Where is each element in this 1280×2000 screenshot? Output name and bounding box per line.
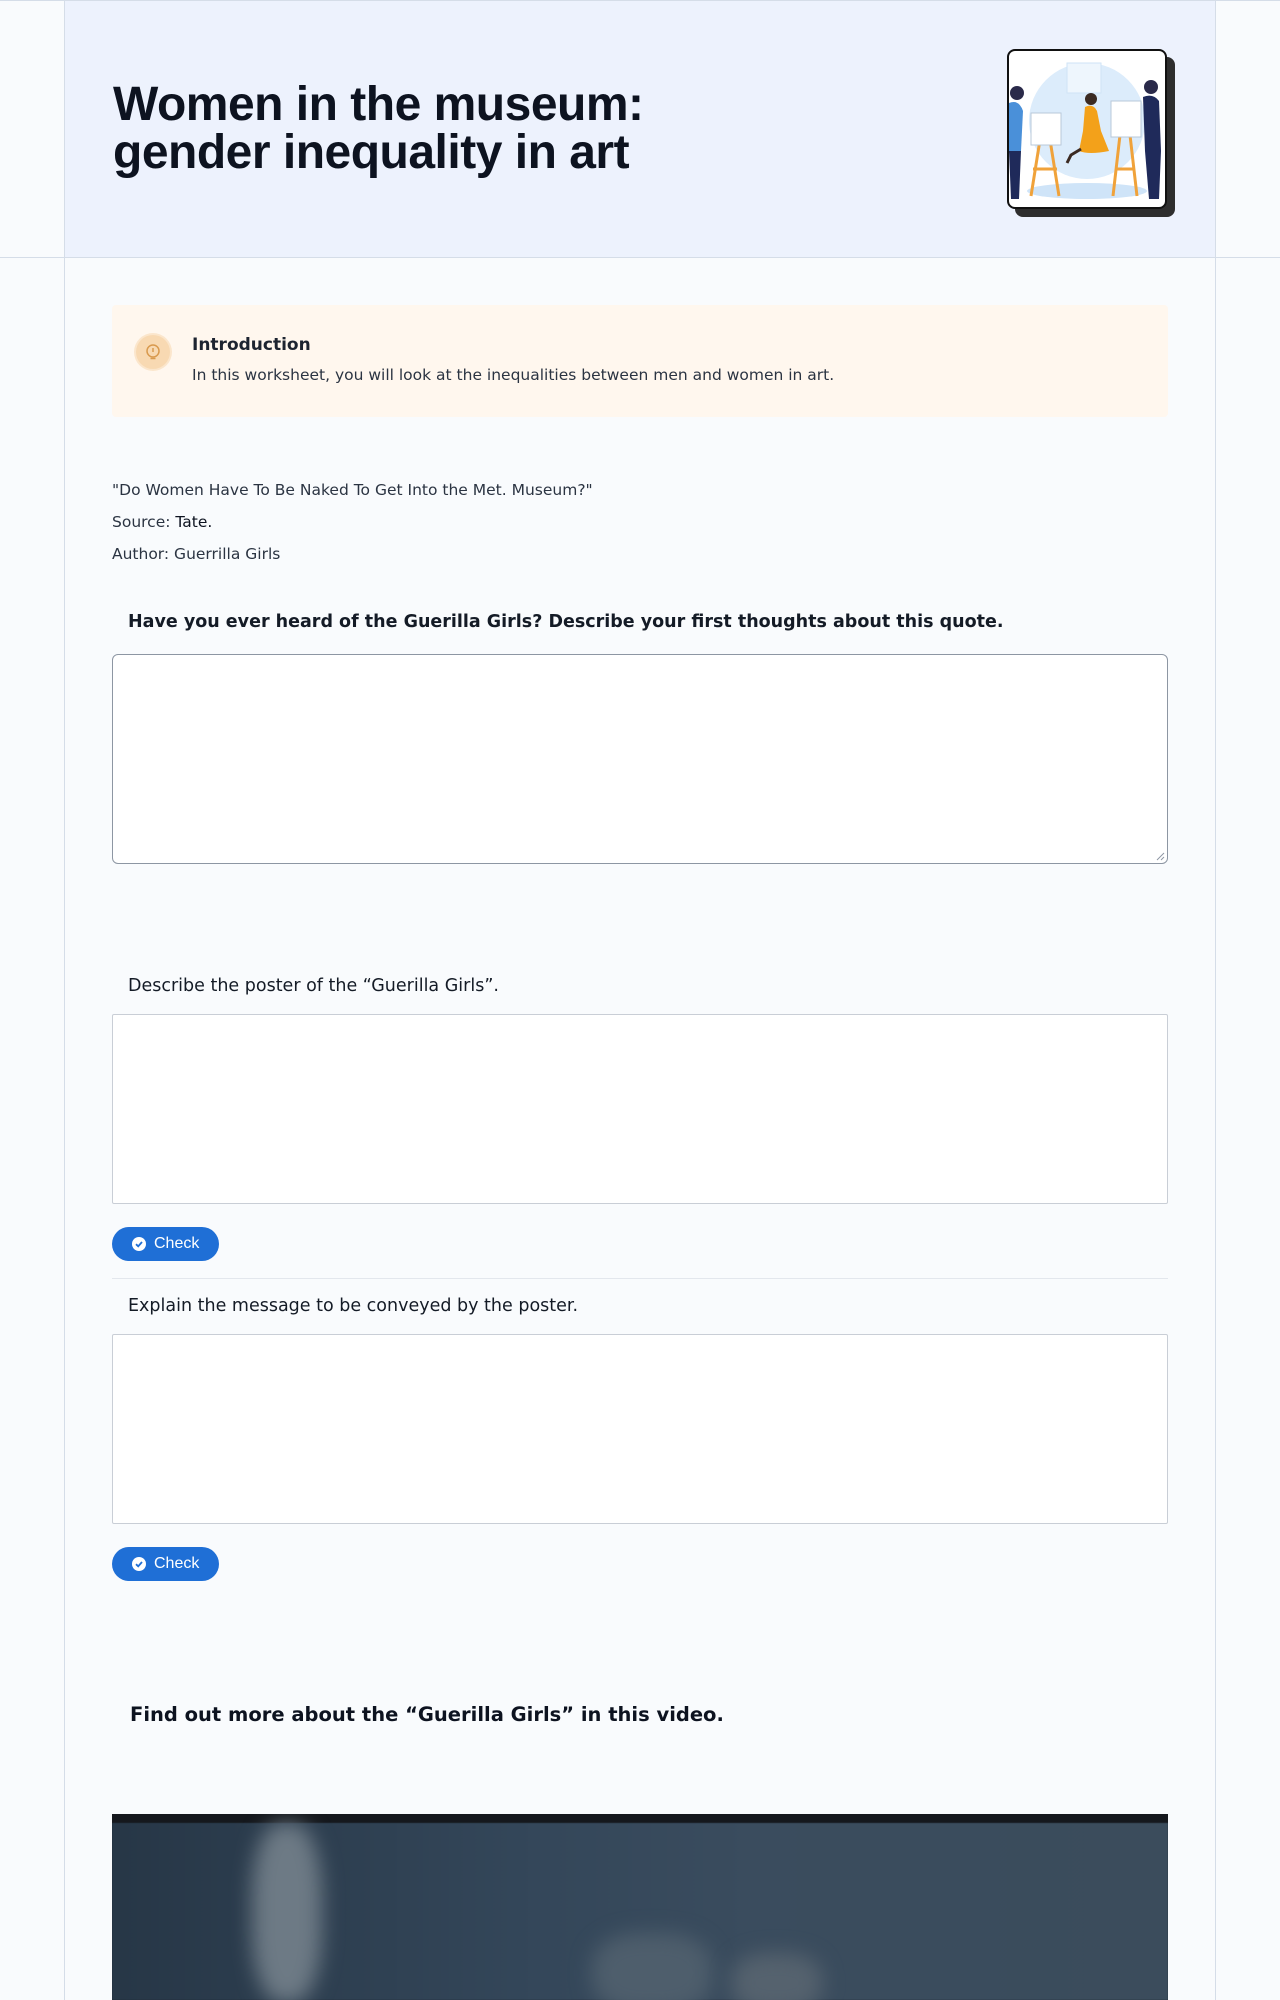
task2-answer-box[interactable]	[112, 1014, 1168, 1204]
task3-check-label: Check	[154, 1555, 200, 1572]
page-frame	[64, 0, 1216, 2000]
intro-text: In this worksheet, you will look at the inequalities between men and women in art.	[192, 366, 835, 384]
task1-question: Have you ever heard of the Guerilla Girls? Describe your first thoughts about this quote.	[128, 612, 1004, 632]
video-blur-figure	[252, 1823, 322, 2000]
header-illustration	[1007, 49, 1175, 219]
quote-block	[112, 474, 593, 570]
illustration-frame	[1007, 49, 1167, 209]
title-line-1: Women in the museum:	[113, 78, 644, 131]
task3-check-button[interactable]	[112, 1547, 219, 1581]
source-value: Tate.	[175, 513, 213, 531]
title-line-2: gender inequality in art	[113, 126, 630, 179]
check-circle-icon	[132, 1237, 146, 1251]
video-blur-shape	[592, 1933, 712, 2000]
quote-text: "Do Women Have To Be Naked To Get Into the Met. Museum?"	[112, 481, 593, 499]
task3-answer-box[interactable]	[112, 1334, 1168, 1524]
resize-grip-icon[interactable]	[1155, 851, 1165, 861]
source-label: Source:	[112, 513, 176, 531]
task2-check-label: Check	[154, 1235, 200, 1252]
task1-answer-textarea[interactable]	[112, 654, 1168, 864]
worksheet-header	[65, 1, 1215, 257]
task2-check-button[interactable]	[112, 1227, 219, 1261]
task3-question: Explain the message to be conveyed by the poster.	[128, 1296, 579, 1316]
quote-author: Author: Guerrilla Girls	[112, 545, 281, 563]
painters-illustration	[1009, 51, 1165, 207]
video-frame	[112, 1823, 1168, 2000]
task2-question: Describe the poster of the “Guerilla Girls”.	[128, 976, 499, 996]
check-circle-icon	[132, 1557, 146, 1571]
intro-title: Introduction	[192, 335, 311, 355]
task-divider	[112, 1278, 1168, 1279]
header-bottom-border	[0, 257, 1280, 258]
page-title	[113, 78, 813, 179]
video-blur-shape	[732, 1953, 822, 2000]
introduction-callout	[112, 305, 1168, 417]
video-player[interactable]	[112, 1814, 1168, 2000]
lightbulb-icon	[136, 335, 170, 369]
video-top-bar	[112, 1814, 1168, 1823]
quote-source	[112, 506, 593, 538]
video-heading: Find out more about the “Guerilla Girls” in this video.	[130, 1703, 724, 1726]
